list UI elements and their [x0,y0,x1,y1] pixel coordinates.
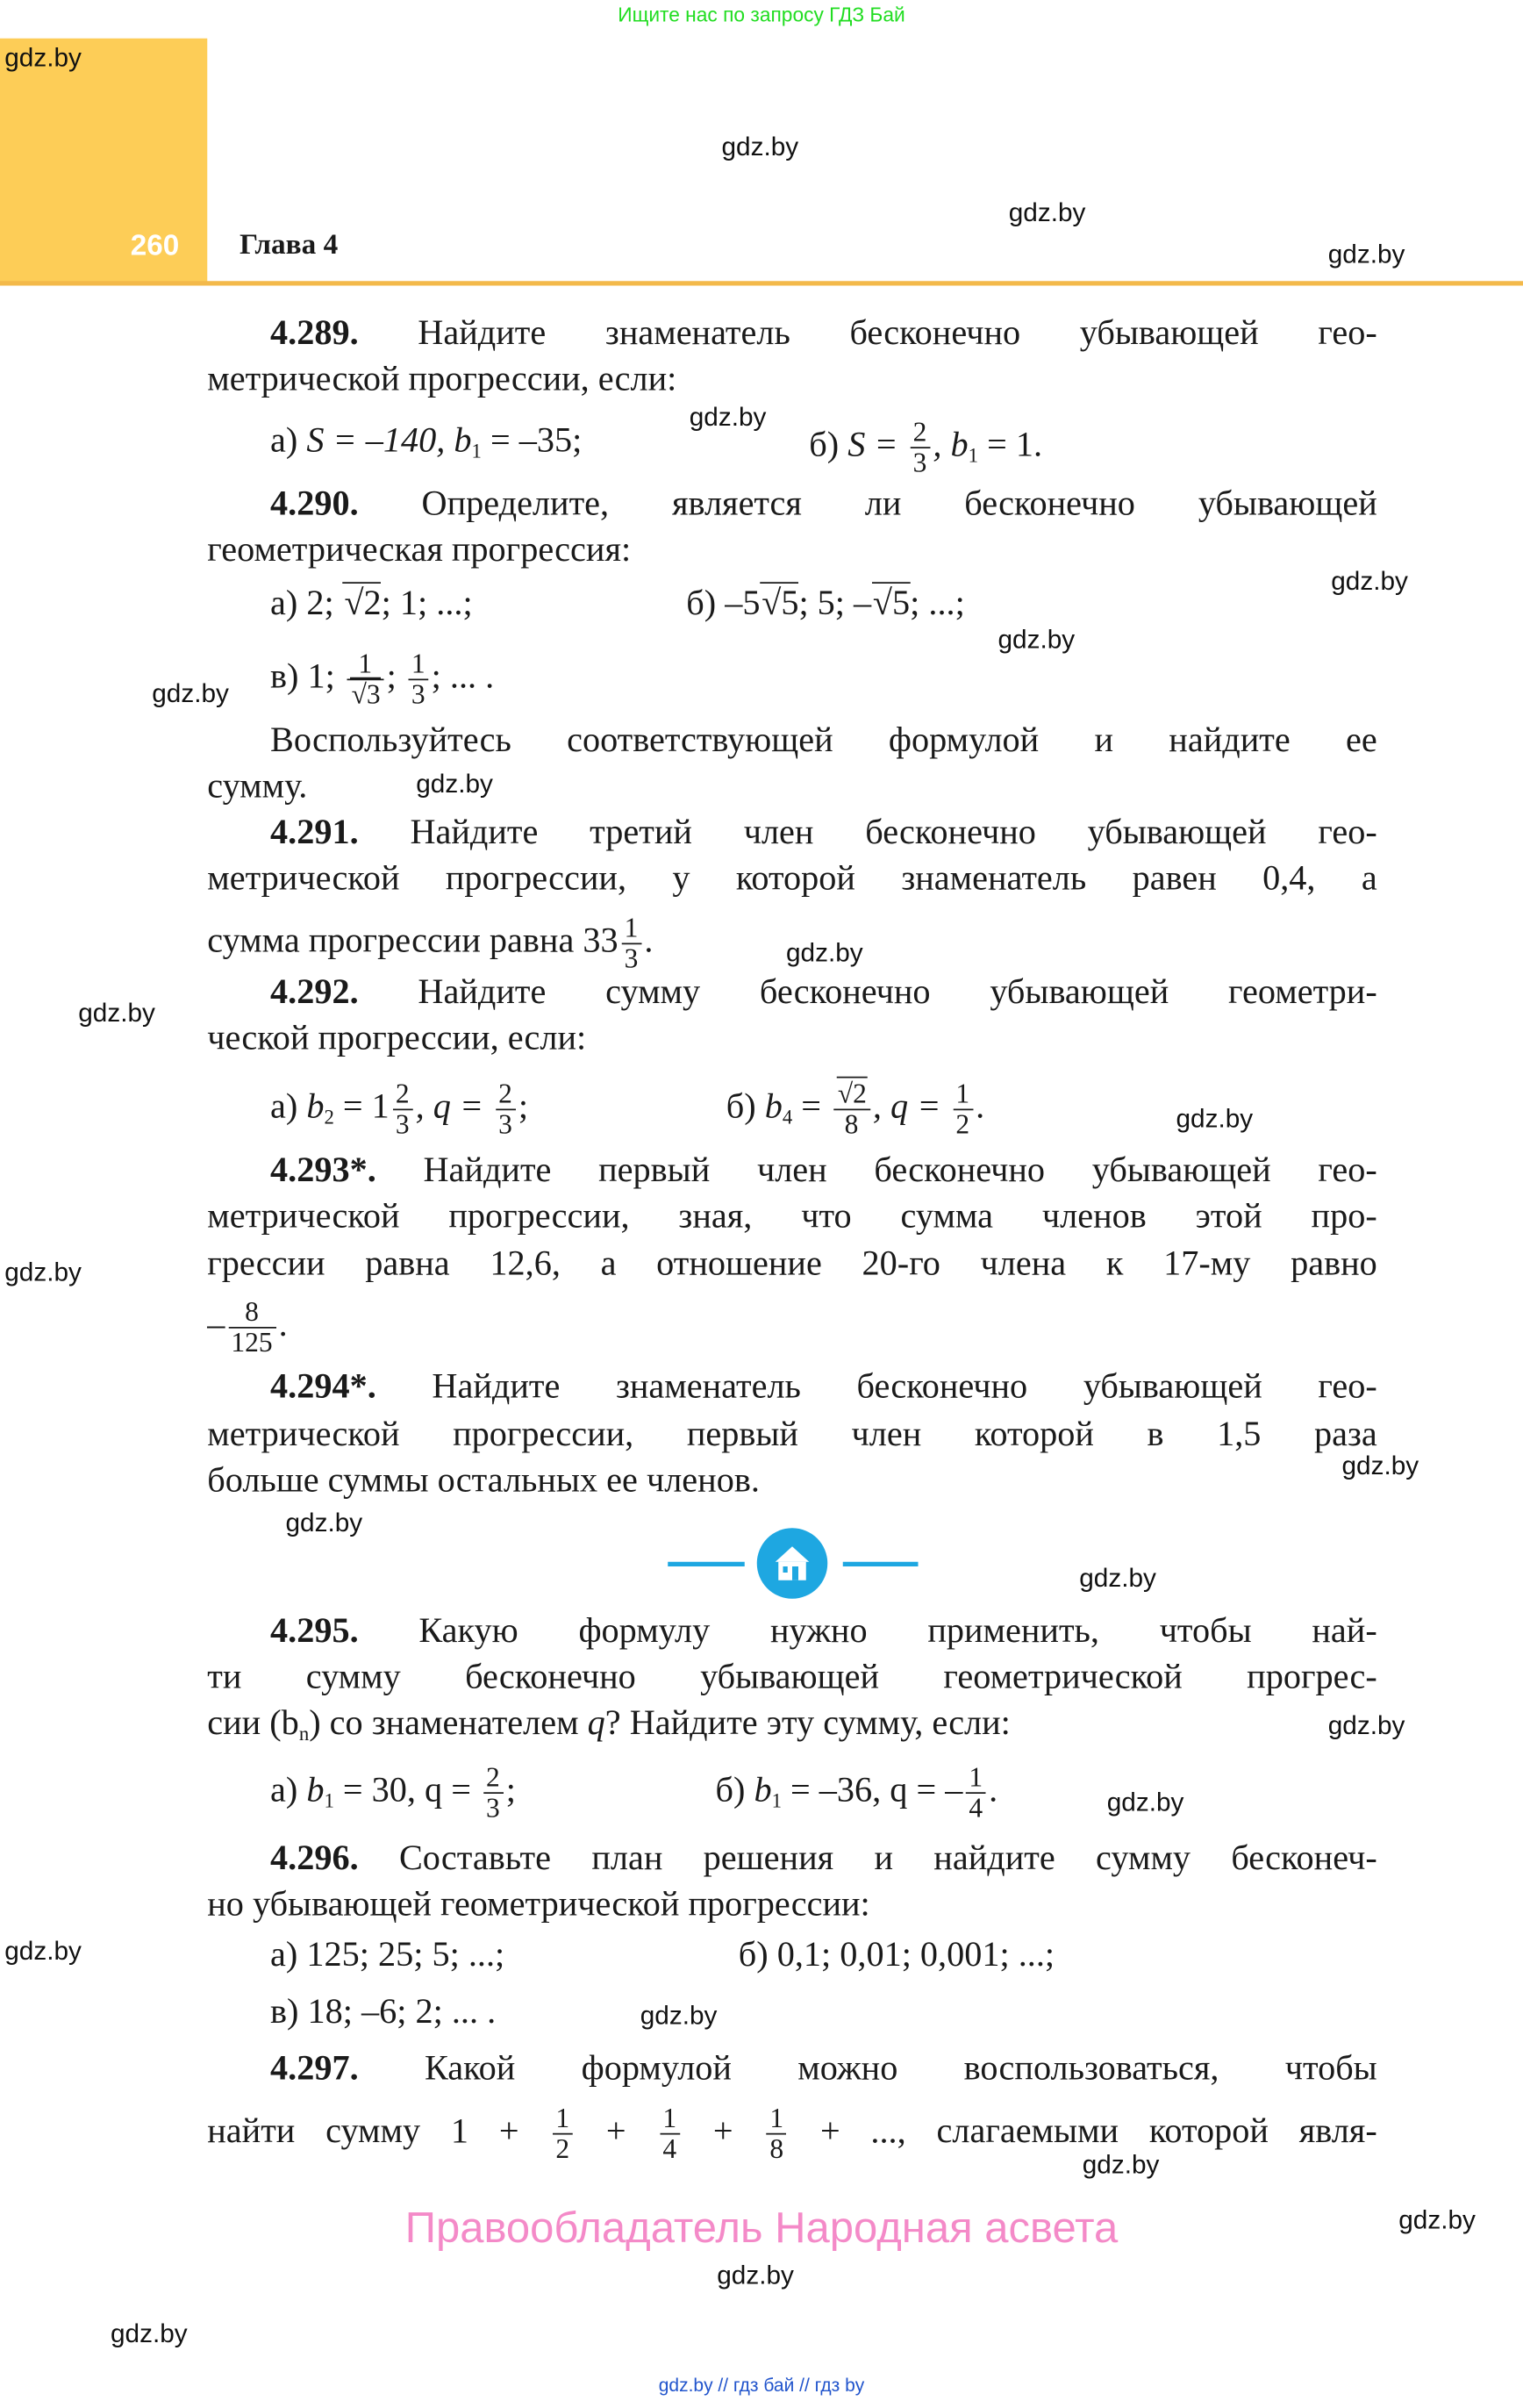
problem-4-290-line: сумму. [207,766,308,805]
watermark: gdz.by [689,402,767,432]
problem-4-296-c: в) 18; –6; 2; ... . [270,1991,497,2031]
problem-4-289-a: а) S = –140, $b_1 = -35$; [270,420,583,462]
problem-4-291-line: сумма прогрессии равна 33 $\frac{1}{3}$ . [207,912,654,974]
problem-4-294-line: больше суммы остальных ее членов. [207,1460,760,1499]
problem-4-292-line: ческой прогрессии, если: [207,1018,587,1057]
problem-4-294-line: метрической прогрессии, первый член которой в 1,5 раза [207,1414,1377,1453]
watermark: gdz.by [1331,566,1408,596]
divider-line-right [843,1562,919,1566]
problem-4-290-a: а) 2; √ 2; 1; ...; [270,581,1441,627]
watermark: gdz.by [4,43,82,73]
problem-number: 4.289. [270,313,359,352]
watermark: gdz.by [4,1936,82,1966]
problem-4-293-line: грессии равна 12,6, а отношение 20-го члена к 17-му равно [207,1243,1377,1283]
problem-4-296-line: но убывающей геометрической прогрессии: [207,1884,870,1923]
problem-4-291-line: 4.291. Найдите третий член бесконечно убывающей гео- [270,812,1377,851]
watermark: gdz.by [78,998,155,1028]
watermark: gdz.by [1341,1451,1419,1480]
copyright-notice: Правообладатель Народная асвета [404,2204,1119,2252]
problem-4-290-line: Воспользуйтесь соответствующей формулой и найдите ее [270,720,1377,759]
home-icon [757,1528,828,1599]
problem-4-293-line: метрической прогрессии, зная, что сумма членов этой про- [207,1196,1377,1235]
problem-4-297-line: 4.297. Какой формулой можно воспользоваться, чтобы [270,2048,1377,2088]
watermark: gdz.by [1327,1710,1405,1740]
problem-4-289-line: 4.289. Найдите знаменатель бесконечно убывающей гео- [270,313,1377,352]
watermark: gdz.by [786,938,863,968]
watermark: gdz.by [997,625,1076,655]
watermark: gdz.by [1008,197,1086,227]
divider-line-left [668,1562,745,1566]
problem-4-297-line: найти сумму 1 + $\frac{1}{2}$ + $\frac{1}{4}$ + $\frac{1}{8}$ + ..., слагаемыми которой явля- [207,2102,1377,2164]
watermark: gdz.by [285,1508,363,1537]
watermark: gdz.by [111,2318,188,2348]
problem-4-293-line: – $\frac{8}{125}$ . [207,1296,288,1358]
watermark: gdz.by [1082,2150,1160,2180]
watermark: gdz.by [152,678,229,708]
watermark: gdz.by [1176,1104,1254,1134]
problem-4-289-b: б) S = $\frac{2}{3}$ , $b_1 = 1$. [809,416,1043,478]
problem-4-295-a: а) $b_1 = 30$, q = $\frac{2}{3}$ ; [270,1761,516,1824]
search-banner[interactable]: Ищите нас по запросу ГДЗ Бай [618,3,905,26]
footer-links[interactable]: gdz.by // гдз бай // гдз by [658,2374,865,2396]
problem-4-294-line: 4.294*. Найдите знаменатель бесконечно убывающей гео- [270,1366,1377,1406]
watermark: gdz.by [4,1258,82,1287]
problem-4-290-c: в) 1; 1 √ 3 ; $\frac{1}{3}$ ; ... . [270,649,1441,696]
problem-4-296-b: б) 0,1; 0,01; 0,001; ...; [738,1935,1055,1974]
problem-4-292-line: 4.292. Найдите сумму бесконечно убывающей геометри- [270,971,1377,1011]
problem-4-292-b: б) $b_4$ = √ $\frac{2}{8}$ , q = $\frac{1}{2}$ . [726,1079,1523,1126]
watermark: gdz.by [416,769,493,799]
problem-4-290-line: геометрическая прогрессия: [207,529,632,569]
problem-4-290-line: 4.290. Определите, является ли бесконечно убывающей [270,484,1377,522]
watermark: gdz.by [721,132,799,161]
problem-4-296-a: а) 125; 25; 5; ...; [270,1935,505,1974]
watermark: gdz.by [1106,1788,1184,1817]
watermark: gdz.by [640,2001,718,2031]
watermark: gdz.by [1079,1563,1156,1593]
chapter-title: Глава 4 [240,228,339,262]
problem-4-292-a: а) $b_2 = 1$ $\frac{2}{3}$ , q = $\frac{2}{3}$ ; [270,1078,529,1140]
watermark: gdz.by [717,2261,794,2290]
header-rule [0,281,1523,285]
watermark: gdz.by [1327,240,1405,269]
page-number: 260 [130,230,180,263]
problem-4-291-line: метрической прогрессии, у которой знаменатель равен 0,4, а [207,858,1377,897]
problem-4-290-b: б) –5√ 5; 5; –√ 5; ...; [686,581,1523,627]
problem-4-295-line: 4.295. Какую формулу нужно применить, чтобы най- [270,1610,1377,1650]
watermark: gdz.by [1398,2205,1476,2235]
problem-4-295-b: б) $b_1 = -36$, q = – $\frac{1}{4}$ . [715,1761,998,1824]
problem-4-293-line: 4.293*. Найдите первый член бесконечно убывающей гео- [270,1150,1377,1189]
problem-4-296-line: 4.296. Составьте план решения и найдите сумму бесконеч- [270,1838,1377,1877]
problem-4-295-line: сии $(b_n)$ со знаменателем q? Найдите эту сумму, если: [207,1702,1011,1745]
problem-4-295-line: ти сумму бесконечно убывающей геометрической прогрес- [207,1657,1377,1695]
problem-4-289-line: метрической прогрессии, если: [207,359,677,398]
